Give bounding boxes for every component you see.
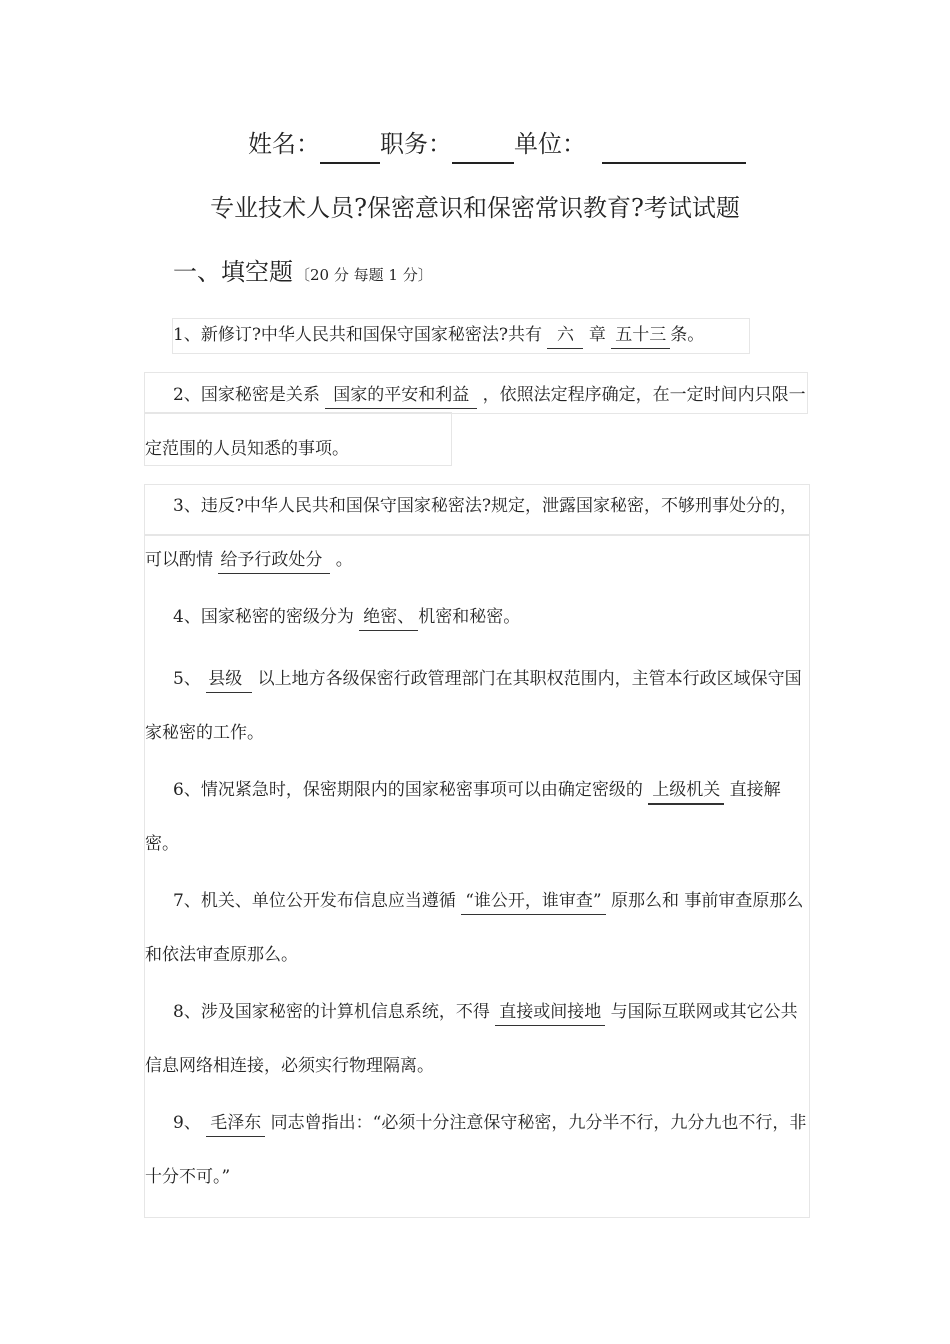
section-scoring-note: 〔20 分 每题 1 分〕	[295, 266, 433, 284]
question-text: 7、机关、单位公开发布信息应当遵循	[173, 891, 462, 911]
question-text: 同志曾指出：“必须十分注意保守秘密，九分半不行，九分九也不行，非十分不可。”	[145, 1113, 807, 1187]
question-text: 9、	[173, 1113, 207, 1133]
question-text: 机密和秘密。	[418, 607, 521, 627]
question-7	[145, 874, 807, 982]
answer-blank: 绝密、	[359, 604, 418, 631]
answer-blank: 毛泽东	[206, 1110, 265, 1137]
question-text: 直接解密。	[145, 780, 781, 854]
question-text: 。	[330, 550, 353, 570]
question-1	[145, 308, 807, 362]
position-label: 职务：	[380, 130, 452, 158]
answer-blank: 给予行政处分	[218, 547, 330, 574]
question-3	[145, 479, 807, 587]
question-text: 5、	[173, 669, 207, 689]
question-text: ，依照法定程序确定，在一定时间内只限一定范围的人员知悉的事项。	[145, 385, 806, 459]
answer-blank: 直接或间接地	[495, 999, 605, 1026]
question-text: 与国际互联网或其它公共信息网络相连接，必须实行物理隔离。	[145, 1002, 798, 1076]
answer-blank: 五十三	[611, 322, 670, 349]
question-text: 3、违反?中华人民共和国保守国家秘密法?规定，泄露国家秘密，不够刑事处分的，可以酌情	[145, 496, 798, 570]
name-label: 姓名：	[248, 130, 320, 158]
question-text: 8、涉及国家秘密的计算机信息系统，不得	[173, 1002, 496, 1022]
page-title: 专业技术人员?保密意识和保密常识教育?考试试题	[210, 194, 740, 222]
section-title	[173, 252, 433, 287]
section-heading: 一、填空题	[173, 258, 293, 286]
question-text: 4、国家秘密的密级分为	[173, 607, 360, 627]
question-text: 条。	[670, 325, 705, 345]
question-text: 章	[583, 325, 612, 345]
answer-blank: 六	[547, 322, 583, 349]
question-text: 1、新修订?中华人民共和国保守国家秘密法?共有	[173, 325, 548, 345]
question-4	[145, 590, 807, 644]
question-8	[145, 985, 807, 1093]
answer-blank: 国家的平安和利益	[325, 382, 477, 409]
question-6	[145, 763, 807, 871]
answer-blank: 上级机关	[648, 777, 724, 805]
name-blank	[320, 124, 380, 164]
answer-blank: “谁公开，谁审查”	[461, 888, 605, 915]
header-line	[248, 124, 746, 164]
answer-blank: 县级	[206, 666, 252, 693]
question-2	[145, 368, 807, 476]
question-text: 6、情况紧急时，保密期限内的国家秘密事项可以由确定密级的	[173, 780, 649, 800]
question-text: 原那么和 事前审查原那么和依法审查原那么。	[145, 891, 804, 965]
question-5	[145, 652, 807, 760]
unit-label: 单位：	[514, 130, 586, 158]
unit-blank	[602, 124, 746, 164]
position-blank	[452, 124, 514, 164]
question-text: 以上地方各级保密行政管理部门在其职权范围内，主管本行政区域保守国家秘密的工作。	[145, 669, 802, 743]
question-text: 2、国家秘密是关系	[173, 385, 326, 405]
question-9	[145, 1096, 807, 1204]
